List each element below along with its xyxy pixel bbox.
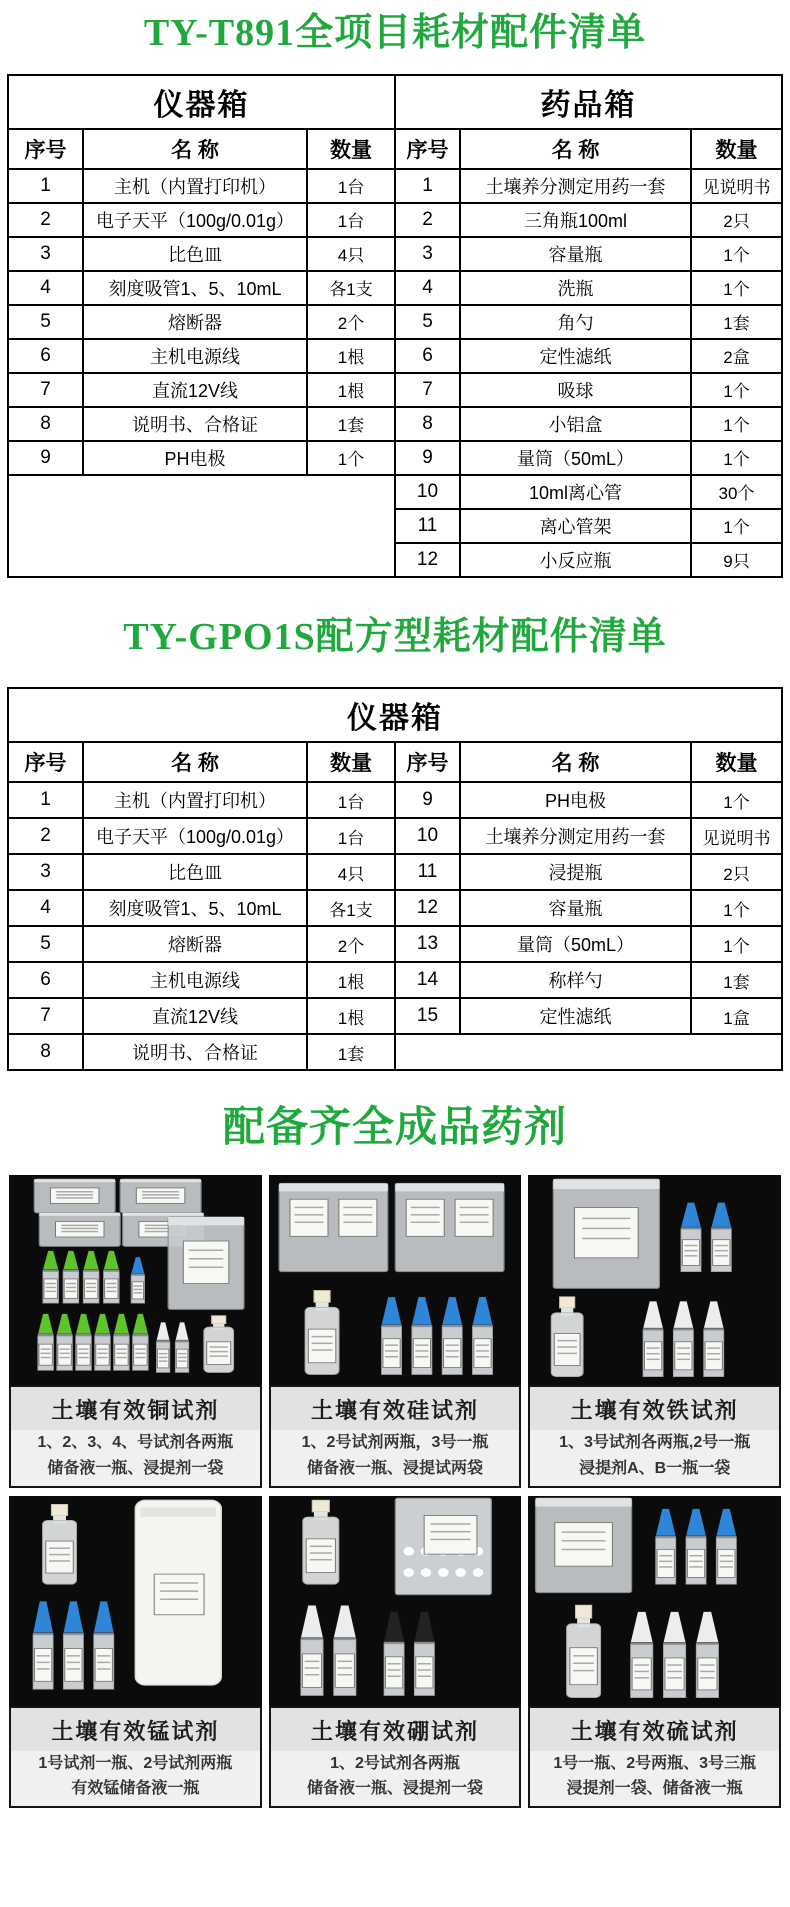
gpo1s-parts-table <box>7 687 783 1071</box>
serial-cell: 9 <box>395 441 460 475</box>
serial-cell: 8 <box>8 1034 83 1070</box>
serial-cell: 2 <box>395 203 460 237</box>
product-card <box>9 1175 262 1487</box>
product-photo <box>269 1496 522 1706</box>
name-cell: 洗瓶 <box>460 271 691 305</box>
name-cell: 容量瓶 <box>460 237 691 271</box>
table-row <box>8 441 782 475</box>
qty-cell: 1根 <box>307 373 395 407</box>
product-caption <box>9 1385 262 1487</box>
group-header-instrument-box: 仪器箱 <box>8 688 782 742</box>
product-desc-line1: 1、2号试剂两瓶，3号一瓶 <box>301 1434 489 1452</box>
qty-cell: 1个 <box>691 926 782 962</box>
name-cell: 吸球 <box>460 373 691 407</box>
table-row <box>8 962 782 998</box>
group-header-row <box>8 75 782 129</box>
table-row <box>8 305 782 339</box>
serial-cell: 10 <box>395 818 460 854</box>
qty-cell: 1根 <box>307 339 395 373</box>
name-cell: 浸提瓶 <box>460 854 691 890</box>
qty-cell: 各1支 <box>307 271 395 305</box>
table-row <box>8 998 782 1034</box>
section2-title: TY-GPO1S配方型耗材配件清单 <box>123 615 667 658</box>
qty-cell: 1个 <box>691 890 782 926</box>
qty-cell: 1套 <box>691 962 782 998</box>
serial-cell: 8 <box>8 407 83 441</box>
product-name: 土壤有效铜试剂 <box>11 1387 260 1430</box>
qty-cell: 1个 <box>691 271 782 305</box>
product-photo <box>528 1496 781 1706</box>
name-cell: 定性滤纸 <box>460 339 691 373</box>
name-cell: 量筒（50mL） <box>460 926 691 962</box>
serial-cell: 8 <box>395 407 460 441</box>
qty-cell: 见说明书 <box>691 169 782 203</box>
name-cell: 小反应瓶 <box>460 543 691 577</box>
name-cell: 称样勺 <box>460 962 691 998</box>
serial-cell: 2 <box>8 818 83 854</box>
serial-cell: 5 <box>395 305 460 339</box>
name-cell: 离心管架 <box>460 509 691 543</box>
serial-cell: 3 <box>8 237 83 271</box>
product-name: 土壤有效铁试剂 <box>530 1387 779 1430</box>
name-cell: 刻度吸管1、5、10mL <box>83 890 307 926</box>
col-header-qty: 数量 <box>307 129 395 169</box>
col-header-serial: 序号 <box>395 129 460 169</box>
table-row <box>8 818 782 854</box>
serial-cell: 1 <box>8 782 83 818</box>
qty-cell: 1套 <box>691 305 782 339</box>
qty-cell: 1个 <box>691 237 782 271</box>
serial-cell: 13 <box>395 926 460 962</box>
product-desc-line2: 浸提剂A、B一瓶一袋 <box>579 1459 731 1477</box>
product-desc-line1: 1、3号试剂各两瓶,2号一瓶 <box>559 1434 751 1452</box>
product-name: 土壤有效硫试剂 <box>530 1708 779 1751</box>
col-header-qty: 数量 <box>691 742 782 782</box>
product-photo <box>9 1496 262 1706</box>
name-cell: 说明书、合格证 <box>83 407 307 441</box>
col-header-serial: 序号 <box>8 742 83 782</box>
serial-cell: 11 <box>395 509 460 543</box>
product-desc-line2: 储备液一瓶、浸提剂一袋 <box>306 1780 483 1798</box>
qty-cell: 1台 <box>307 203 395 237</box>
qty-cell: 见说明书 <box>691 818 782 854</box>
name-cell: 三角瓶100ml <box>460 203 691 237</box>
col-header-serial: 序号 <box>395 742 460 782</box>
empty-cell <box>395 1034 782 1070</box>
product-desc-line2: 浸提剂一袋、储备液一瓶 <box>566 1780 743 1798</box>
qty-cell: 1套 <box>307 407 395 441</box>
serial-cell: 14 <box>395 962 460 998</box>
product-caption <box>269 1385 522 1487</box>
qty-cell: 1个 <box>691 782 782 818</box>
qty-cell: 1台 <box>307 782 395 818</box>
serial-cell: 4 <box>8 890 83 926</box>
name-cell: 容量瓶 <box>460 890 691 926</box>
col-header-name: 名 称 <box>460 742 691 782</box>
empty-cell <box>8 475 395 577</box>
qty-cell: 4只 <box>307 237 395 271</box>
serial-cell: 3 <box>8 854 83 890</box>
product-desc-line1: 1、2号试剂各两瓶 <box>330 1754 460 1772</box>
name-cell: 10ml离心管 <box>460 475 691 509</box>
group-header-row <box>8 688 782 742</box>
product-caption <box>528 1385 781 1487</box>
section3-title: 配备齐全成品药剂 <box>222 1105 567 1151</box>
serial-cell: 1 <box>8 169 83 203</box>
group-header-instrument-box: 仪器箱 <box>8 75 395 129</box>
serial-cell: 3 <box>395 237 460 271</box>
t891-parts-table <box>7 74 783 578</box>
name-cell: 熔断器 <box>83 926 307 962</box>
serial-cell: 4 <box>8 271 83 305</box>
name-cell: 熔断器 <box>83 305 307 339</box>
serial-cell: 1 <box>395 169 460 203</box>
serial-cell: 9 <box>8 441 83 475</box>
qty-cell: 1台 <box>307 818 395 854</box>
serial-cell: 5 <box>8 926 83 962</box>
product-grid <box>9 1175 781 1807</box>
table-row <box>8 271 782 305</box>
serial-cell: 6 <box>395 339 460 373</box>
serial-cell: 7 <box>395 373 460 407</box>
product-desc-line2: 储备液一瓶、浸提试两袋 <box>306 1459 483 1477</box>
serial-cell: 12 <box>395 543 460 577</box>
group-header-medicine-box: 药品箱 <box>395 75 782 129</box>
serial-cell: 7 <box>8 373 83 407</box>
product-desc-line2: 有效锰储备液一瓶 <box>71 1780 200 1798</box>
product-caption <box>528 1706 781 1808</box>
qty-cell: 30个 <box>691 475 782 509</box>
product-name: 土壤有效锰试剂 <box>11 1708 260 1751</box>
qty-cell: 2盒 <box>691 339 782 373</box>
product-caption <box>9 1706 262 1808</box>
qty-cell: 2个 <box>307 926 395 962</box>
table-row <box>8 926 782 962</box>
qty-cell: 1个 <box>691 373 782 407</box>
serial-cell: 5 <box>8 305 83 339</box>
name-cell: 直流12V线 <box>83 998 307 1034</box>
col-header-qty: 数量 <box>307 742 395 782</box>
qty-cell: 2只 <box>691 203 782 237</box>
name-cell: 电子天平（100g/0.01g） <box>83 203 307 237</box>
qty-cell: 1套 <box>307 1034 395 1070</box>
serial-cell: 10 <box>395 475 460 509</box>
serial-cell: 12 <box>395 890 460 926</box>
name-cell: 主机（内置打印机） <box>83 169 307 203</box>
table-row <box>8 890 782 926</box>
name-cell: 主机电源线 <box>83 339 307 373</box>
table-row <box>8 339 782 373</box>
qty-cell: 1盒 <box>691 998 782 1034</box>
product-desc-line1: 1号一瓶、2号两瓶、3号三瓶 <box>553 1754 757 1772</box>
name-cell: 定性滤纸 <box>460 998 691 1034</box>
qty-cell: 2只 <box>691 854 782 890</box>
product-desc-line1: 1、2、3、4、号试剂各两瓶 <box>37 1434 234 1452</box>
qty-cell: 1台 <box>307 169 395 203</box>
product-caption <box>269 1706 522 1808</box>
table-row <box>8 373 782 407</box>
serial-cell: 11 <box>395 854 460 890</box>
name-cell: 主机（内置打印机） <box>83 782 307 818</box>
table-row <box>8 854 782 890</box>
product-card <box>269 1175 522 1487</box>
col-header-name: 名 称 <box>460 129 691 169</box>
product-card <box>9 1496 262 1808</box>
column-header-row <box>8 129 782 169</box>
product-name: 土壤有效硼试剂 <box>271 1708 520 1751</box>
name-cell: 电子天平（100g/0.01g） <box>83 818 307 854</box>
table-row <box>8 237 782 271</box>
name-cell: 刻度吸管1、5、10mL <box>83 271 307 305</box>
name-cell: 土壤养分测定用药一套 <box>460 818 691 854</box>
section1-title: TY-T891全项目耗材配件清单 <box>143 12 647 54</box>
col-header-qty: 数量 <box>691 129 782 169</box>
product-photo <box>528 1175 781 1385</box>
qty-cell: 1个 <box>691 407 782 441</box>
product-desc-line2: 储备液一瓶、浸提剂一袋 <box>47 1459 224 1477</box>
name-cell: 土壤养分测定用药一套 <box>460 169 691 203</box>
qty-cell: 4只 <box>307 854 395 890</box>
qty-cell: 1个 <box>307 441 395 475</box>
qty-cell: 1根 <box>307 998 395 1034</box>
name-cell: 直流12V线 <box>83 373 307 407</box>
serial-cell: 2 <box>8 203 83 237</box>
name-cell: 比色皿 <box>83 854 307 890</box>
name-cell: 说明书、合格证 <box>83 1034 307 1070</box>
product-desc-line1: 1号试剂一瓶、2号试剂两瓶 <box>38 1754 233 1772</box>
product-photo <box>9 1175 262 1385</box>
name-cell: PH电极 <box>83 441 307 475</box>
qty-cell: 1个 <box>691 509 782 543</box>
name-cell: 量筒（50mL） <box>460 441 691 475</box>
qty-cell: 2个 <box>307 305 395 339</box>
column-header-row <box>8 742 782 782</box>
product-card <box>528 1496 781 1808</box>
product-photo <box>269 1175 522 1385</box>
serial-cell: 6 <box>8 962 83 998</box>
product-name: 土壤有效硅试剂 <box>271 1387 520 1430</box>
qty-cell: 1根 <box>307 962 395 998</box>
table-row <box>8 169 782 203</box>
name-cell: 角勺 <box>460 305 691 339</box>
serial-cell: 15 <box>395 998 460 1034</box>
table-row <box>8 407 782 441</box>
serial-cell: 7 <box>8 998 83 1034</box>
col-header-serial: 序号 <box>8 129 83 169</box>
name-cell: 比色皿 <box>83 237 307 271</box>
serial-cell: 9 <box>395 782 460 818</box>
qty-cell: 各1支 <box>307 890 395 926</box>
qty-cell: 9只 <box>691 543 782 577</box>
serial-cell: 6 <box>8 339 83 373</box>
product-card <box>528 1175 781 1487</box>
qty-cell: 1个 <box>691 441 782 475</box>
table-row <box>8 475 782 509</box>
name-cell: 小铝盒 <box>460 407 691 441</box>
table-row <box>8 203 782 237</box>
name-cell: PH电极 <box>460 782 691 818</box>
name-cell: 主机电源线 <box>83 962 307 998</box>
product-card <box>269 1496 522 1808</box>
table-row <box>8 782 782 818</box>
col-header-name: 名 称 <box>83 129 307 169</box>
table-row <box>8 1034 782 1070</box>
serial-cell: 4 <box>395 271 460 305</box>
col-header-name: 名 称 <box>83 742 307 782</box>
